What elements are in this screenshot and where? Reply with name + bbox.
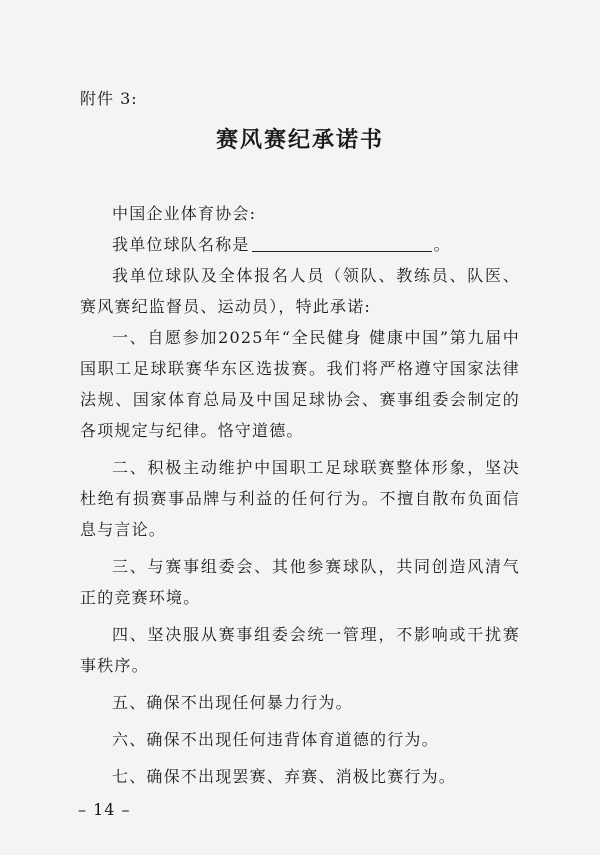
team-name-blank bbox=[252, 235, 432, 252]
page-number: – 14 – bbox=[78, 800, 131, 819]
intro-paragraph: 我单位球队及全体报名人员（领队、教练员、队医、赛风赛纪监督员、运动员），特此承诺: bbox=[80, 266, 520, 316]
document-body bbox=[80, 198, 520, 792]
team-name-suffix: 。 bbox=[433, 235, 451, 254]
addressee: 中国企业体育协会: bbox=[112, 204, 257, 223]
pledge-item-1: 一、自愿参加2025年“全民健身 健康中国”第九届中国职工足球联赛华东区选拔赛。我们将严格遵守国家法律法规、国家体育总局及中国足球协会、赛事组委会制定的各项规定与纪律。恪守道德。 bbox=[80, 328, 520, 440]
team-name-line bbox=[80, 229, 520, 260]
document-title: 赛风赛纪承诺书 bbox=[215, 127, 384, 153]
pledge-item-4: 四、坚决服从赛事组委会统一管理，不影响或干扰赛事秩序。 bbox=[80, 625, 520, 675]
pledge-item-3: 三、与赛事组委会、其他参赛球队，共同创造风清气正的竞赛环境。 bbox=[80, 557, 520, 607]
attachment-label: 附件 3: bbox=[80, 89, 138, 108]
pledge-item-6: 六、确保不出现任何违背体育道德的行为。 bbox=[112, 730, 439, 749]
team-name-prefix: 我单位球队名称是 bbox=[112, 235, 250, 254]
pledge-item-7: 七、确保不出现罢赛、弃赛、消极比赛行为。 bbox=[112, 767, 457, 786]
pledge-item-5: 五、确保不出现任何暴力行为。 bbox=[112, 693, 353, 712]
pledge-item-2: 二、积极主动维护中国职工足球联赛整体形象，坚决杜绝有损赛事品牌与利益的任何行为。不擅自散布负面信息与言论。 bbox=[80, 458, 520, 539]
